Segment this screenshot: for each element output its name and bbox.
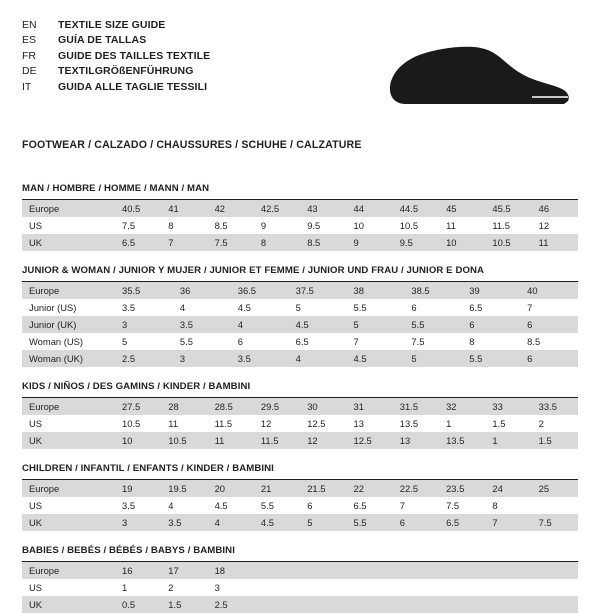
size-cell: 42.5: [254, 200, 300, 217]
size-cell: 4.5: [237, 301, 251, 313]
row-label: Europe: [22, 398, 115, 415]
page-header: [22, 18, 578, 126]
table-row: [22, 316, 578, 333]
size-cell: 3: [115, 514, 161, 531]
table-row: [22, 562, 578, 579]
size-cell: [300, 596, 346, 613]
size-table: [22, 562, 578, 613]
language-title: TEXTILGRÖßENFÜHRUNG: [58, 65, 194, 78]
size-cell: [485, 562, 531, 579]
size-cell: 8.5: [300, 234, 346, 251]
size-cell: 7.5: [208, 234, 254, 251]
size-cell: 45.5: [485, 200, 531, 217]
size-cell: 10.5: [399, 219, 419, 231]
size-cell: [393, 596, 439, 613]
size-cell: 6.5: [115, 234, 161, 251]
language-title-list: [22, 18, 210, 95]
size-cell: [254, 579, 300, 596]
size-section-title: MAN / HOMBRE / HOMME / MANN / MAN: [22, 183, 578, 200]
size-cell: 9.5: [307, 219, 321, 231]
size-cell: 13: [393, 432, 439, 449]
size-cell: 5: [300, 514, 346, 531]
size-cell: 4.5: [289, 316, 347, 333]
size-section-title: KIDS / NIÑOS / DES GAMINS / KINDER / BAMBINI: [22, 381, 578, 398]
table-row: [22, 415, 578, 432]
size-cell: 3: [115, 316, 173, 333]
size-cell: 10.5: [485, 234, 531, 251]
size-cell: 7.5: [122, 219, 136, 231]
size-cell: 13.5: [399, 417, 419, 429]
size-section-title: BABIES / BEBÉS / BÉBÉS / BABYS / BAMBINI: [22, 545, 578, 562]
table-row: [22, 432, 578, 449]
size-cell: 4.5: [214, 499, 228, 511]
size-cell: 7.5: [532, 514, 578, 531]
row-label: Junior (US): [29, 301, 77, 313]
size-cell: 8.5: [527, 335, 541, 347]
size-cell: 11.5: [254, 432, 300, 449]
size-cell: 31: [346, 398, 392, 415]
size-cell: 5.5: [179, 335, 193, 347]
size-cell: [254, 596, 300, 613]
language-code: FR: [22, 49, 36, 62]
size-cell: [532, 596, 578, 613]
size-cell: 25: [532, 480, 578, 497]
row-label: Junior (UK): [22, 316, 115, 333]
dress-shoe-icon: [382, 40, 572, 112]
language-row: [22, 49, 210, 64]
language-row: [22, 18, 210, 33]
table-row: [22, 596, 578, 613]
row-label: Europe: [22, 200, 115, 217]
size-cell: [439, 579, 485, 596]
table-row: [22, 299, 578, 316]
size-cell: 38: [347, 282, 405, 299]
size-cell: 31.5: [393, 398, 439, 415]
size-cell: 6: [520, 350, 578, 367]
size-cell: 17: [161, 562, 207, 579]
language-code: EN: [22, 19, 37, 31]
size-cell: 36.5: [231, 282, 289, 299]
language-code: DE: [22, 65, 37, 78]
size-cell: 8: [254, 234, 300, 251]
size-cell: 11: [446, 219, 456, 231]
table-row: [22, 480, 578, 497]
size-cell: [532, 579, 578, 596]
table-row: [22, 333, 578, 350]
size-cell: 36: [173, 282, 231, 299]
size-cell: 6: [520, 316, 578, 333]
row-label: Europe: [22, 282, 115, 299]
row-label: Europe: [22, 562, 115, 579]
size-cell: 6.5: [353, 499, 367, 511]
size-cell: 41: [161, 200, 207, 217]
size-cell: 8: [168, 219, 174, 231]
size-section: [22, 463, 578, 531]
size-section: [22, 183, 578, 251]
size-cell: 5.5: [462, 350, 520, 367]
size-cell: 6.5: [295, 335, 309, 347]
size-cell: 6: [411, 301, 417, 313]
size-cell: 5: [404, 350, 462, 367]
size-cell: 2: [538, 417, 544, 429]
size-cell: 10: [439, 234, 485, 251]
size-cell: 7.5: [411, 335, 425, 347]
size-cell: 7.5: [446, 499, 460, 511]
size-cell: 12: [538, 219, 550, 231]
size-cell: [439, 596, 485, 613]
table-row: [22, 282, 578, 299]
size-cell: 1.5: [492, 417, 506, 429]
row-label: Europe: [22, 480, 115, 497]
size-cell: 3.5: [231, 350, 289, 367]
size-cell: 1.5: [532, 432, 578, 449]
size-cell: 2.5: [115, 350, 173, 367]
size-cell: 9.5: [393, 234, 439, 251]
row-label: US: [29, 417, 43, 429]
size-cell: 40: [520, 282, 578, 299]
size-cell: 3.5: [122, 499, 136, 511]
size-cell: 7: [527, 301, 533, 313]
size-cell: 11: [532, 234, 578, 251]
size-cell: 12: [300, 432, 346, 449]
size-cell: 20: [208, 480, 254, 497]
size-cell: 19: [115, 480, 161, 497]
size-cell: [393, 579, 439, 596]
language-title: GUIDE DES TAILLES TEXTILE: [58, 49, 211, 62]
row-label: UK: [22, 514, 115, 531]
size-cell: 21: [254, 480, 300, 497]
size-cell: 13: [353, 417, 364, 429]
language-row: [22, 33, 210, 48]
size-cell: 10: [353, 219, 364, 231]
size-cell: 5: [347, 316, 405, 333]
language-code: ES: [22, 34, 37, 47]
language-title: GUIDA ALLE TAGLIE TESSILI: [58, 80, 208, 93]
size-cell: 8.5: [214, 219, 228, 231]
size-cell: 3.5: [161, 514, 207, 531]
size-cell: 5: [122, 335, 128, 347]
size-cell: 1: [485, 432, 531, 449]
size-cell: 3: [173, 350, 231, 367]
size-cell: 21.5: [300, 480, 346, 497]
size-cell: 3.5: [173, 316, 231, 333]
size-cell: 33.5: [532, 398, 578, 415]
size-cell: 28: [161, 398, 207, 415]
size-cell: 6: [307, 499, 313, 511]
size-table: [22, 480, 578, 531]
size-cell: 28.5: [208, 398, 254, 415]
size-cell: [254, 562, 300, 579]
table-row: [22, 514, 578, 531]
row-label: US: [29, 581, 43, 593]
table-row: [22, 579, 578, 596]
size-cell: 2: [168, 581, 174, 593]
size-cell: 5.5: [260, 499, 274, 511]
language-code: IT: [22, 80, 32, 93]
size-cell: 43: [300, 200, 346, 217]
size-cell: 12: [260, 417, 272, 429]
size-cell: 4: [208, 514, 254, 531]
size-cell: 7: [161, 234, 207, 251]
size-cell: 42: [208, 200, 254, 217]
size-cell: 6: [462, 316, 520, 333]
size-cell: [532, 562, 578, 579]
size-cell: 35.5: [115, 282, 173, 299]
size-cell: 18: [208, 562, 254, 579]
size-table: [22, 282, 578, 367]
size-cell: 4.5: [347, 350, 405, 367]
size-cell: [485, 579, 531, 596]
table-row: [22, 398, 578, 415]
row-label: US: [29, 499, 43, 511]
size-cell: 33: [485, 398, 531, 415]
size-table: [22, 398, 578, 449]
row-label: UK: [22, 596, 115, 613]
table-row: [22, 234, 578, 251]
size-table: [22, 200, 578, 251]
size-cell: [485, 596, 531, 613]
size-cell: 37.5: [289, 282, 347, 299]
size-cell: [393, 562, 439, 579]
size-cell: 9: [260, 219, 267, 231]
size-cell: 5: [295, 301, 301, 313]
size-cell: 23.5: [439, 480, 485, 497]
size-cell: 5.5: [404, 316, 462, 333]
row-label: Woman (US): [29, 335, 84, 347]
size-cell: 2.5: [208, 596, 254, 613]
size-cell: 24: [485, 480, 531, 497]
size-cell: 46: [532, 200, 578, 217]
size-section-title: CHILDREN / INFANTIL / ENFANTS / KINDER / BAMBINI: [22, 463, 578, 480]
category-heading: FOOTWEAR / CALZADO / CHAUSSURES / SCHUHE / CALZATURE: [22, 139, 362, 151]
size-cell: 1: [446, 417, 452, 429]
size-cell: 27.5: [115, 398, 161, 415]
size-cell: 7: [353, 335, 359, 347]
size-cell: [346, 562, 392, 579]
size-cell: [300, 579, 346, 596]
language-title: TEXTILE SIZE GUIDE: [58, 19, 166, 31]
size-cell: [532, 497, 578, 514]
size-cell: 1.5: [161, 596, 207, 613]
size-cell: 6.5: [439, 514, 485, 531]
size-cell: [439, 562, 485, 579]
language-row: [22, 64, 210, 79]
size-cell: 16: [115, 562, 161, 579]
size-cell: 32: [439, 398, 485, 415]
size-cell: 1: [122, 581, 128, 593]
size-cell: 44.5: [393, 200, 439, 217]
size-cell: 3.5: [122, 301, 136, 313]
table-row: [22, 217, 578, 234]
size-cell: 7: [485, 514, 531, 531]
size-cell: 38.5: [404, 282, 462, 299]
size-sections: [22, 183, 578, 613]
size-cell: 10.5: [161, 432, 207, 449]
size-section: [22, 545, 578, 613]
size-cell: [300, 562, 346, 579]
size-cell: 4: [168, 499, 174, 511]
size-cell: 7: [399, 499, 405, 511]
size-cell: 6.5: [469, 301, 483, 313]
row-label: UK: [22, 234, 115, 251]
size-cell: 6: [237, 335, 243, 347]
size-cell: 30: [300, 398, 346, 415]
size-cell: 6: [393, 514, 439, 531]
size-cell: 11: [208, 432, 254, 449]
size-cell: 11.5: [214, 417, 233, 429]
row-label: Woman (UK): [22, 350, 115, 367]
size-section: [22, 381, 578, 449]
size-cell: 8: [469, 335, 475, 347]
size-section-title: JUNIOR & WOMAN / JUNIOR Y MUJER / JUNIOR ET FEMME / JUNIOR UND FRAU / JUNIOR E DONA: [22, 265, 578, 282]
size-cell: 4.5: [254, 514, 300, 531]
size-cell: 9: [346, 234, 392, 251]
size-cell: 13.5: [439, 432, 485, 449]
table-row: [22, 200, 578, 217]
table-row: [22, 350, 578, 367]
size-cell: 44: [346, 200, 392, 217]
size-cell: 19.5: [161, 480, 207, 497]
size-cell: 11.5: [492, 219, 510, 231]
size-cell: 5.5: [353, 301, 367, 313]
row-label: US: [29, 219, 43, 231]
size-cell: 4: [289, 350, 347, 367]
size-cell: 10.5: [122, 417, 141, 429]
size-cell: 12.5: [346, 432, 392, 449]
size-cell: 29.5: [254, 398, 300, 415]
table-row: [22, 497, 578, 514]
size-cell: 22: [346, 480, 392, 497]
size-cell: 4: [179, 301, 186, 313]
row-label: UK: [22, 432, 115, 449]
size-cell: 3: [214, 581, 220, 593]
size-cell: 10: [115, 432, 161, 449]
size-cell: 11: [168, 417, 179, 429]
size-cell: 39: [462, 282, 520, 299]
size-cell: [346, 596, 392, 613]
size-cell: 0.5: [115, 596, 161, 613]
size-cell: 45: [439, 200, 485, 217]
language-title: GUÍA DE TALLAS: [58, 34, 147, 47]
size-cell: 4: [231, 316, 289, 333]
size-cell: 40.5: [115, 200, 161, 217]
size-cell: 12.5: [307, 417, 326, 429]
language-row: [22, 80, 210, 95]
size-cell: 8: [492, 499, 498, 511]
size-cell: 22.5: [393, 480, 439, 497]
size-section: [22, 265, 578, 367]
size-cell: [346, 579, 392, 596]
size-cell: 5.5: [346, 514, 392, 531]
